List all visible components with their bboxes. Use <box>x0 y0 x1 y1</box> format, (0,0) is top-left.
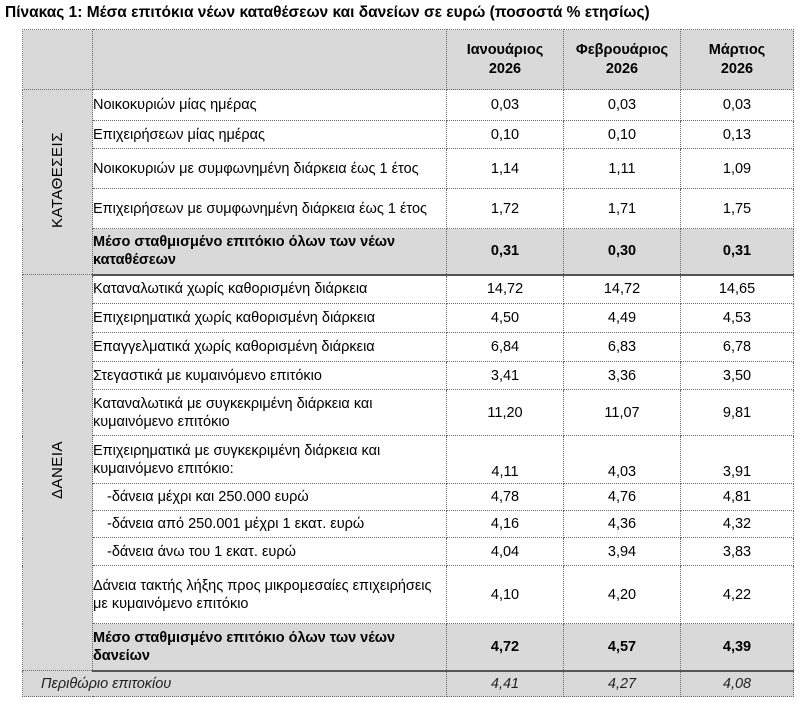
row-label: -δάνεια άνω του 1 εκατ. ευρώ <box>93 538 447 566</box>
column-header-january: Ιανουάριος 2026 <box>447 30 564 90</box>
cell-value: 0,31 <box>447 229 564 275</box>
cell-value: 6,78 <box>681 333 794 362</box>
cell-value: 14,72 <box>564 275 681 304</box>
cell-value: 0,13 <box>681 121 794 149</box>
cell-value: 3,94 <box>564 538 681 566</box>
row-label: Καταναλωτικά με συγκεκριμένη διάρκεια και κυμαινόμενο επιτόκιο <box>93 390 447 436</box>
cell-value: 0,10 <box>564 121 681 149</box>
cell-value: 1,71 <box>564 189 681 229</box>
table-row <box>23 436 794 484</box>
row-label: -δάνεια από 250.001 μέχρι 1 εκατ. ευρώ <box>93 511 447 538</box>
table-row <box>23 121 794 149</box>
cell-value: 4,16 <box>447 511 564 538</box>
cell-value: 9,81 <box>681 390 794 436</box>
group-label-loans: ΔΑΝΕΙΑ <box>23 275 93 671</box>
loans-average-row <box>23 624 794 671</box>
cell-value: 4,39 <box>681 624 794 671</box>
cell-value: 4,22 <box>681 566 794 624</box>
cell-value: 11,20 <box>447 390 564 436</box>
row-label: Δάνεια τακτής λήξης προς μικρομεσαίες επιχειρήσεις με κυμαινόμενο επιτόκιο <box>93 566 447 624</box>
row-label: Περιθώριο επιτοκίου <box>23 671 447 697</box>
column-header-march: Μάρτιος 2026 <box>681 30 794 90</box>
cell-value: 0,31 <box>681 229 794 275</box>
cell-value: 0,03 <box>564 90 681 121</box>
table-row <box>23 538 794 566</box>
table-row <box>23 511 794 538</box>
cell-value: 0,10 <box>447 121 564 149</box>
table-row <box>23 189 794 229</box>
cell-value: 1,09 <box>681 149 794 189</box>
header-blank-label <box>93 30 447 90</box>
cell-value: 4,78 <box>447 484 564 511</box>
deposits-average-row <box>23 229 794 275</box>
cell-value: 3,36 <box>564 362 681 390</box>
cell-value: 4,50 <box>447 304 564 333</box>
interest-rates-table <box>22 29 794 697</box>
row-label: Μέσο σταθμισμένο επιτόκιο όλων των νέων δανείων <box>93 624 447 671</box>
cell-value: 1,14 <box>447 149 564 189</box>
table-row <box>23 390 794 436</box>
cell-value: 4,57 <box>564 624 681 671</box>
cell-value: 0,03 <box>681 90 794 121</box>
cell-value: 0,03 <box>447 90 564 121</box>
table-row <box>23 566 794 624</box>
row-label: -δάνεια μέχρι και 250.000 ευρώ <box>93 484 447 511</box>
table-row <box>23 275 794 304</box>
row-label: Καταναλωτικά χωρίς καθορισμένη διάρκεια <box>93 275 447 304</box>
table-title: Πίνακας 1: Μέσα επιτόκια νέων καταθέσεων και δανείων σε ευρώ (ποσοστά % ετησίως) <box>5 4 650 21</box>
table-row <box>23 333 794 362</box>
header-row <box>23 30 794 90</box>
row-label: Στεγαστικά με κυμαινόμενο επιτόκιο <box>93 362 447 390</box>
cell-value: 1,72 <box>447 189 564 229</box>
cell-value: 3,41 <box>447 362 564 390</box>
cell-value: 4,03 <box>564 436 681 484</box>
cell-value: 14,65 <box>681 275 794 304</box>
cell-value: 11,07 <box>564 390 681 436</box>
row-label: Νοικοκυριών με συμφωνημένη διάρκεια έως 1 έτος <box>93 149 447 189</box>
cell-value: 3,50 <box>681 362 794 390</box>
cell-value: 14,72 <box>447 275 564 304</box>
group-label-deposits: ΚΑΤΑΘΕΣΕΙΣ <box>23 90 93 275</box>
table-row <box>23 484 794 511</box>
table-row <box>23 304 794 333</box>
row-label: Επιχειρηματικά χωρίς καθορισμένη διάρκεια <box>93 304 447 333</box>
row-label: Νοικοκυριών μίας ημέρας <box>93 90 447 121</box>
row-label: Μέσο σταθμισμένο επιτόκιο όλων των νέων καταθέσεων <box>93 229 447 275</box>
row-label: Επαγγελματικά χωρίς καθορισμένη διάρκεια <box>93 333 447 362</box>
cell-value: 6,84 <box>447 333 564 362</box>
cell-value: 4,81 <box>681 484 794 511</box>
cell-value: 4,27 <box>564 671 681 697</box>
interest-margin-row <box>23 671 794 697</box>
cell-value: 1,75 <box>681 189 794 229</box>
cell-value: 4,41 <box>447 671 564 697</box>
header-blank-group <box>23 30 93 90</box>
cell-value: 4,76 <box>564 484 681 511</box>
cell-value: 3,83 <box>681 538 794 566</box>
column-header-february: Φεβρουάριος 2026 <box>564 30 681 90</box>
cell-value: 4,04 <box>447 538 564 566</box>
table-row <box>23 90 794 121</box>
cell-value: 4,49 <box>564 304 681 333</box>
cell-value: 4,72 <box>447 624 564 671</box>
cell-value: 4,53 <box>681 304 794 333</box>
cell-value: 1,11 <box>564 149 681 189</box>
cell-value: 0,30 <box>564 229 681 275</box>
row-label: Επιχειρήσεων μίας ημέρας <box>93 121 447 149</box>
cell-value: 3,91 <box>681 436 794 484</box>
cell-value: 4,11 <box>447 436 564 484</box>
cell-value: 4,36 <box>564 511 681 538</box>
row-label: Επιχειρηματικά με συγκεκριμένη διάρκεια και κυμαινόμενο επιτόκιο: <box>93 436 447 484</box>
cell-value: 4,10 <box>447 566 564 624</box>
table-row <box>23 149 794 189</box>
row-label: Επιχειρήσεων με συμφωνημένη διάρκεια έως 1 έτος <box>93 189 447 229</box>
cell-value: 4,08 <box>681 671 794 697</box>
table-row <box>23 362 794 390</box>
cell-value: 4,20 <box>564 566 681 624</box>
cell-value: 4,32 <box>681 511 794 538</box>
cell-value: 6,83 <box>564 333 681 362</box>
